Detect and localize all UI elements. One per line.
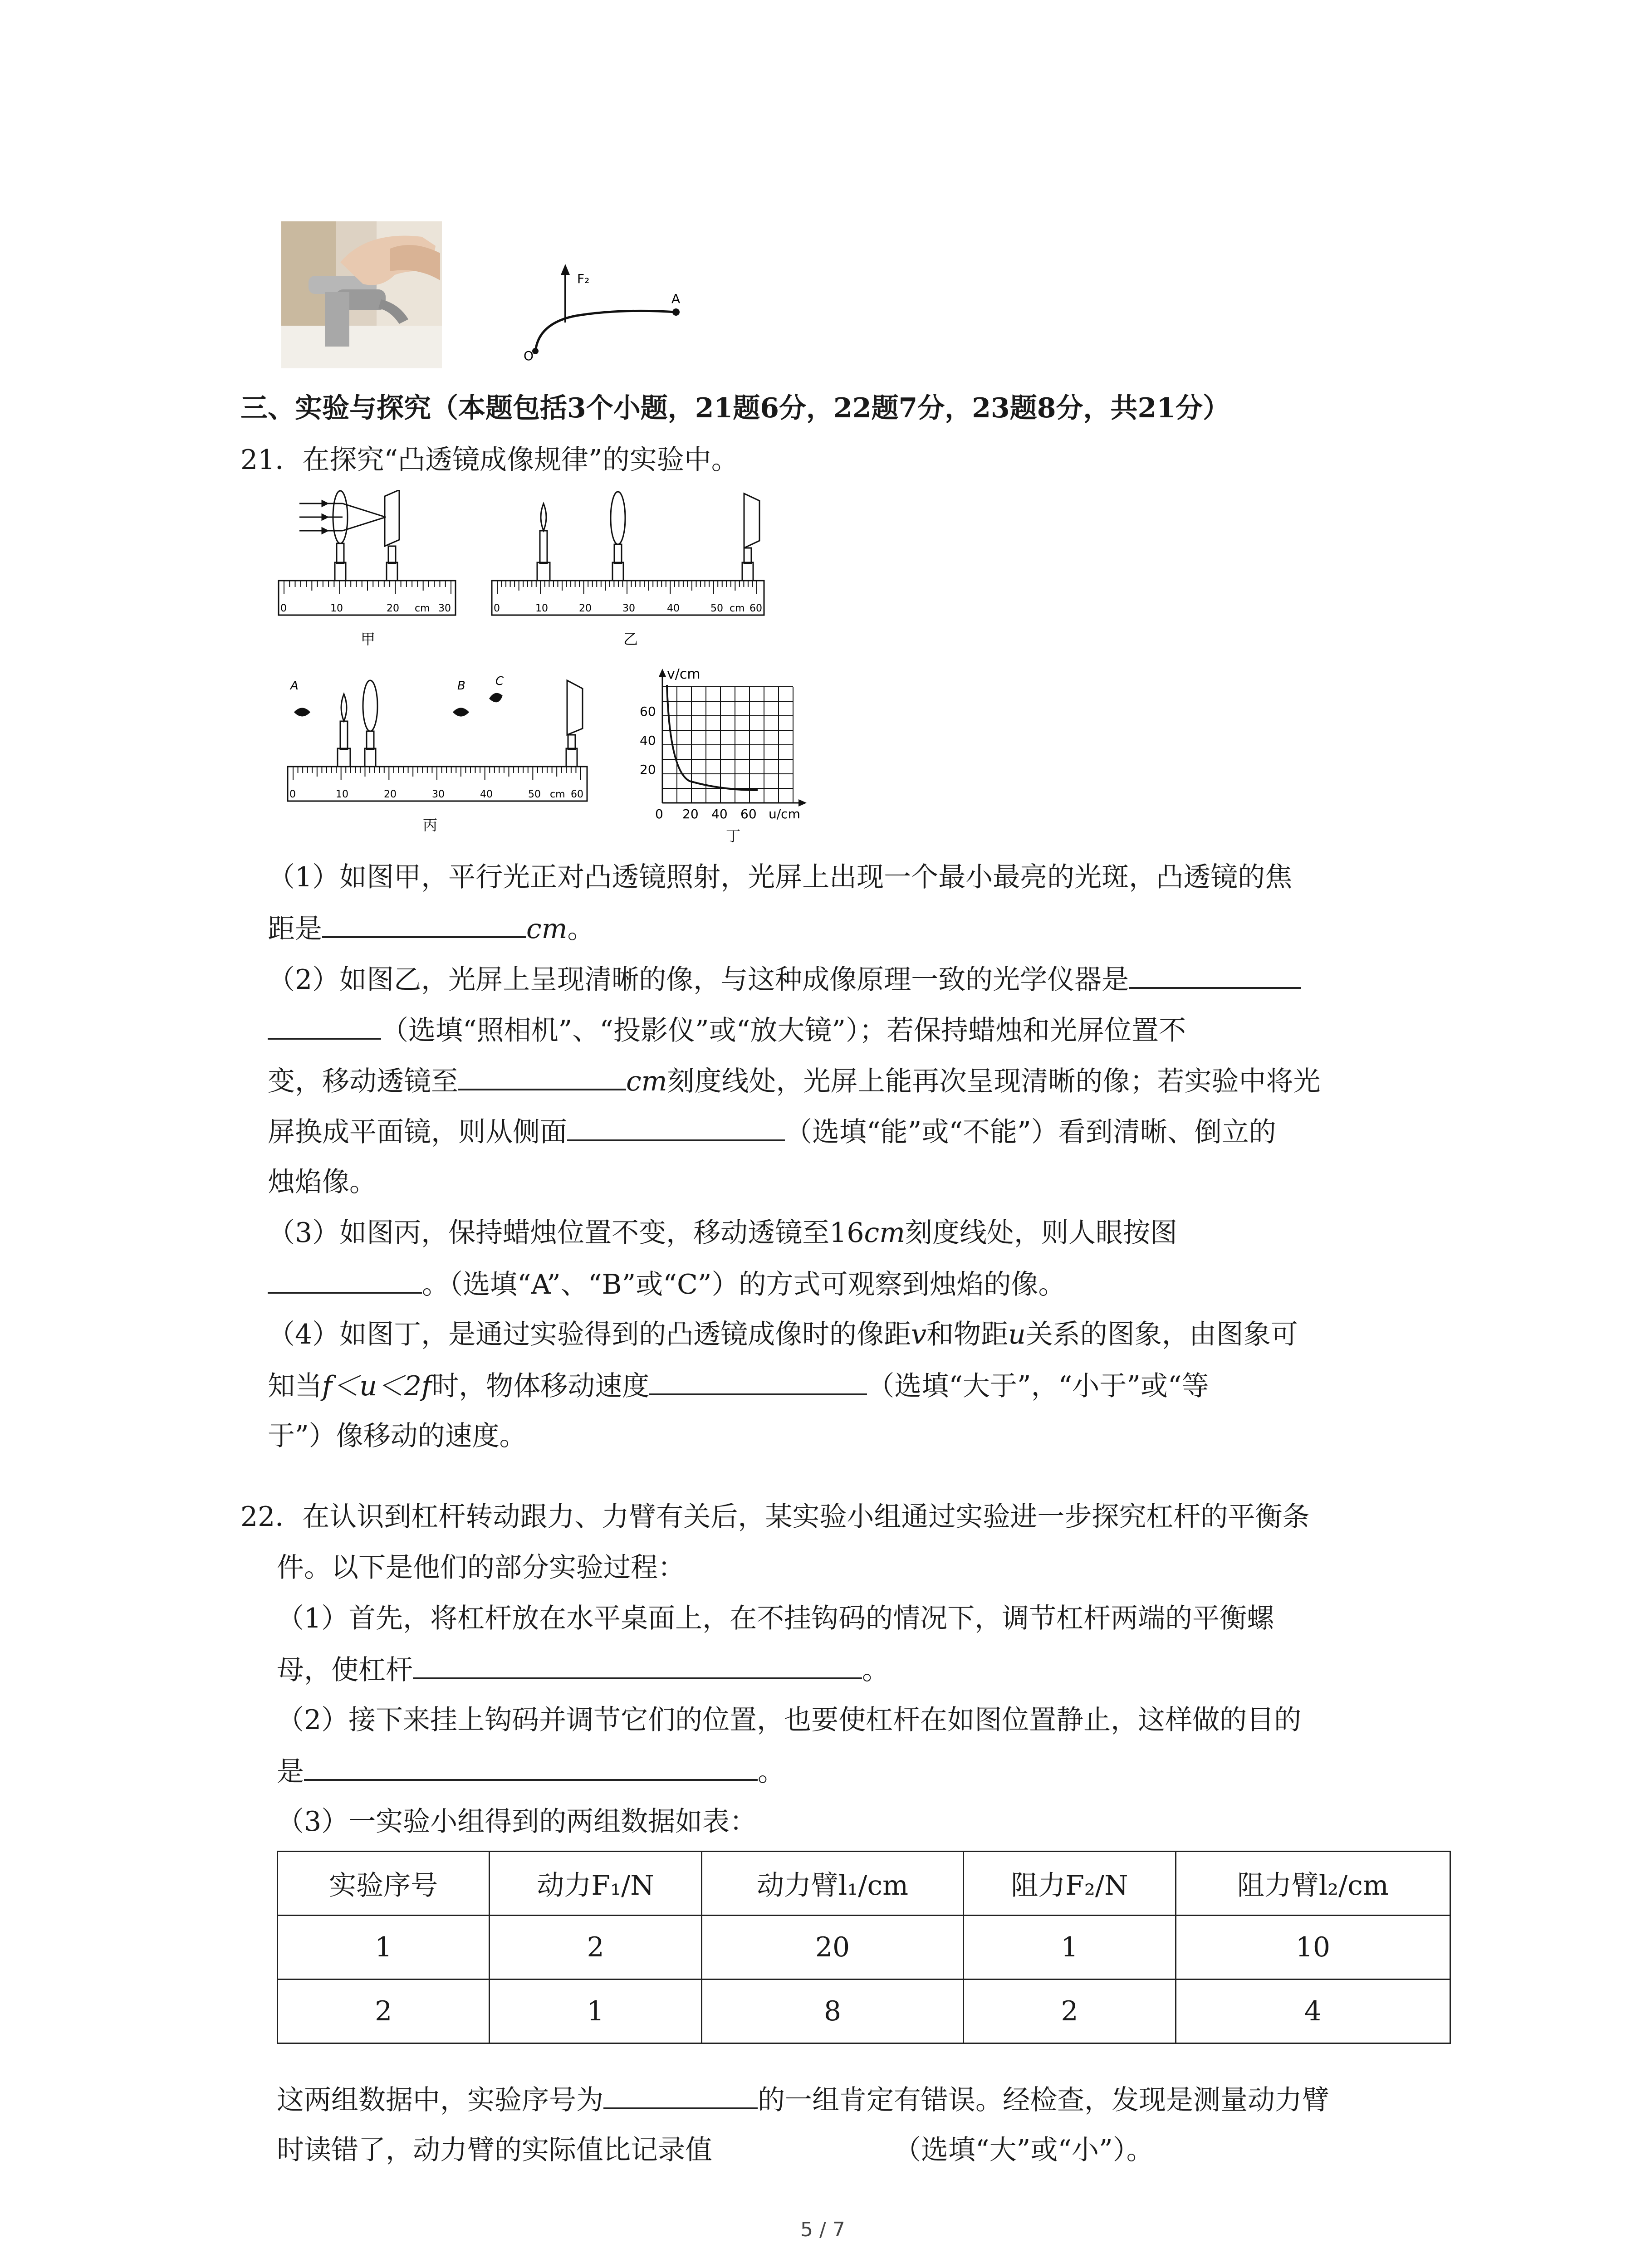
ding-caption: 丁 [726, 827, 741, 845]
cell: 1 [278, 1916, 490, 1980]
bing-caption: 丙 [423, 816, 438, 834]
ding-ytick-20: 20 [640, 762, 656, 777]
fig-jia [277, 490, 458, 658]
fig-ding-graph [635, 667, 826, 848]
q21-blank-2b[interactable] [268, 1011, 381, 1040]
q21-p2b: （选填“照相机”、“投影仪”或“放大镜”）；若保持蜡烛和光屏位置不 [268, 1011, 1186, 1050]
q21-p1a: （1）如图甲，平行光正对凸透镜照射，光屏上出现一个最小最亮的光斑，凸透镜的焦 [268, 861, 1293, 893]
cell: 2 [278, 1980, 490, 2043]
jia-tick-0: 0 [280, 603, 287, 614]
cell: 2 [490, 1916, 701, 1980]
q21-p4c: 于”）像移动的速度。 [268, 1420, 527, 1452]
ding-xtick-60: 60 [740, 807, 757, 821]
jia-tick-cm: cm [415, 603, 430, 614]
jia-tick-20: 20 [387, 603, 399, 614]
bing-tick-cm: cm [550, 789, 565, 800]
yi-tick-10: 10 [535, 603, 548, 614]
table-row [278, 1980, 1450, 2043]
cell: 1 [964, 1916, 1176, 1980]
q22-blank-1[interactable] [413, 1650, 862, 1679]
q21-blank-6[interactable] [649, 1366, 867, 1395]
q22-p4a: 这两组数据中，实验序号为 的一组肯定有错误。经检查，发现是测量动力臂 [277, 2080, 1329, 2119]
table-header-row [278, 1852, 1450, 1916]
bing-tick-60: 60 [571, 789, 583, 800]
ding-xtick-0: 0 [655, 807, 663, 821]
page-number: 5 / 7 [800, 2218, 845, 2241]
q21-blank-3[interactable] [458, 1061, 626, 1090]
q21-blank-5[interactable] [268, 1265, 422, 1294]
bing-tick-0: 0 [289, 789, 296, 800]
cell: 10 [1176, 1916, 1450, 1980]
q22-p4b: 时读错了，动力臂的实际值比记录值 （选填“大”或“小”）。 [277, 2134, 1154, 2166]
jia-caption: 甲 [361, 631, 376, 648]
ding-xlabel: u/cm [769, 807, 800, 821]
cell: 4 [1176, 1980, 1450, 2043]
yi-tick-40: 40 [667, 603, 680, 614]
th-f1: 动力F₁/N [490, 1852, 701, 1916]
q22-p1a: （1）首先，将杠杆放在水平桌面上，在不挂钩码的情况下，调节杠杆两端的平衡螺 [277, 1603, 1274, 1634]
q21-p2d: 屏换成平面镜，则从侧面 （选填“能”或“不能”）看到清晰、倒立的 [268, 1112, 1276, 1151]
th-l2: 阻力臂l₂/cm [1176, 1852, 1450, 1916]
yi-tick-50: 50 [710, 603, 723, 614]
bing-tick-20: 20 [384, 789, 397, 800]
lever-arc-diagram [522, 261, 694, 366]
q21-p2c: 变，移动透镜至 cm刻度线处，光屏上能再次呈现清晰的像；若实验中将光 [268, 1061, 1321, 1100]
th-f2: 阻力F₂/N [964, 1852, 1176, 1916]
data-table [277, 1851, 1451, 2044]
label-o: O [524, 348, 534, 363]
q22-p2a: （2）接下来挂上钩码并调节它们的位置，也要使杠杆在如图位置静止，这样做的目的 [277, 1704, 1302, 1736]
cell: 8 [701, 1980, 963, 2043]
yi-tick-20: 20 [579, 603, 592, 614]
bing-tick-40: 40 [480, 789, 493, 800]
fig-yi [490, 490, 767, 658]
q21-p4b: 知当f＜u＜2f时，物体移动速度 （选填“大于”，“小于”或“等 [268, 1366, 1209, 1405]
q22-stem-a: 22．在认识到杠杆转动跟力、力臂有关后，某实验小组通过实验进一步探究杠杆的平衡条 [240, 1501, 1310, 1533]
ding-xtick-40: 40 [711, 807, 728, 821]
ding-ylabel: v/cm [667, 667, 700, 682]
q21-p3a: （3）如图丙，保持蜡烛位置不变，移动透镜至16cm刻度线处，则人眼按图 [268, 1217, 1178, 1249]
faucet-photo [281, 221, 442, 368]
fig-bing [286, 676, 594, 844]
label-f2: F₂ [577, 271, 590, 286]
q22-p2b: 是 。 [277, 1752, 785, 1791]
q21-p4a: （4）如图丁，是通过实验得到的凸透镜成像时的像距v和物距u关系的图象，由图象可 [268, 1319, 1298, 1350]
section-title: 三、实验与探究（本题包括3个小题，21题6分，22题7分，23题8分，共21分） [240, 392, 1230, 424]
bing-tick-50: 50 [528, 789, 541, 800]
bing-tick-30: 30 [432, 789, 445, 800]
q21-p1b: 距是 cm。 [268, 909, 595, 948]
table-row [278, 1916, 1450, 1980]
yi-tick-60: 60 [749, 603, 762, 614]
jia-tick-30: 30 [438, 603, 451, 614]
q22-stem-b: 件。以下是他们的部分实验过程： [277, 1552, 685, 1584]
q22-p1b: 母，使杠杆 。 [277, 1650, 889, 1689]
label-a: A [671, 291, 681, 306]
bing-tick-10: 10 [336, 789, 348, 800]
ding-xtick-20: 20 [682, 807, 699, 821]
yi-tick-cm: cm [730, 603, 745, 614]
jia-tick-10: 10 [330, 603, 343, 614]
q22-blank-3[interactable] [603, 2080, 758, 2109]
q22-blank-2[interactable] [304, 1752, 758, 1781]
eye-label-c: C [495, 676, 504, 688]
q21-stem: 21．在探究“凸透镜成像规律”的实验中。 [240, 444, 739, 476]
th-seq: 实验序号 [278, 1852, 490, 1916]
q21-blank-2[interactable] [1129, 960, 1301, 989]
eye-label-b: B [457, 679, 465, 693]
cell: 1 [490, 1980, 701, 2043]
ding-ytick-60: 60 [640, 704, 656, 719]
q21-p3b: 。（选填“A”、“B”或“C”）的方式可观察到烛焰的像。 [268, 1265, 1066, 1304]
q21-blank-4[interactable] [567, 1112, 785, 1141]
q21-p2e: 烛焰像。 [268, 1166, 377, 1198]
yi-caption: 乙 [623, 631, 638, 648]
q21-blank-1[interactable] [322, 909, 526, 938]
ding-ytick-40: 40 [640, 733, 656, 748]
cell: 20 [701, 1916, 963, 1980]
th-l1: 动力臂l₁/cm [701, 1852, 963, 1916]
yi-tick-0: 0 [494, 603, 500, 614]
q21-p2a: （2）如图乙，光屏上呈现清晰的像，与这种成像原理一致的光学仪器是 [268, 960, 1301, 999]
eye-label-a: A [290, 679, 299, 693]
cell: 2 [964, 1980, 1176, 2043]
q22-p3: （3）一实验小组得到的两组数据如表： [277, 1806, 757, 1838]
yi-tick-30: 30 [622, 603, 635, 614]
